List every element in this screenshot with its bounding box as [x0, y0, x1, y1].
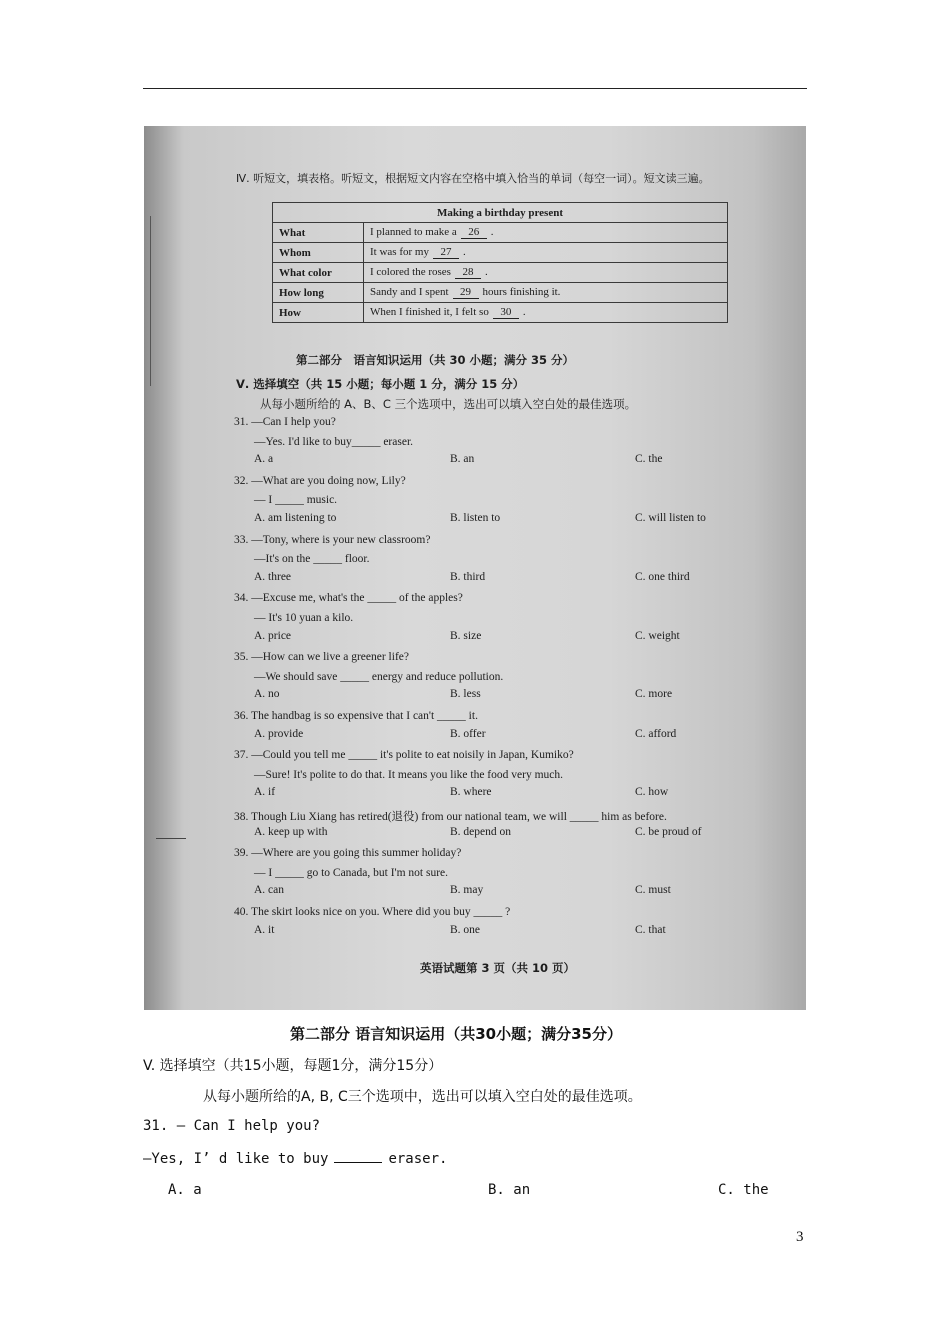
- section-5-instruction: 从每小题所给的 A、B、C 三个选项中，选出可以填入空白处的最佳选项。: [260, 397, 637, 411]
- question-line: 39. —Where are you going this summer holiday?: [234, 847, 462, 860]
- question-option: B. may: [450, 884, 484, 897]
- question-line: 32. —What are you doing now, Lily?: [234, 474, 406, 487]
- photo-page-footer: 英语试题第 3 页（共 10 页）: [420, 961, 576, 975]
- table-row: [273, 263, 728, 283]
- blank-number: 30: [493, 306, 519, 319]
- row-value-after: hours finishing it.: [482, 286, 561, 298]
- row-value-before: I planned to make a: [370, 226, 457, 238]
- q31-line2-after: eraser.: [388, 1151, 448, 1167]
- question-line: 36. The handbag is so expensive that I can't _____ it.: [234, 710, 478, 722]
- row-key: What: [273, 223, 364, 243]
- question-option: B. where: [450, 786, 492, 799]
- question-option: A. three: [254, 570, 292, 583]
- typed-q31-line2: [143, 1150, 447, 1167]
- table-row: [273, 223, 728, 243]
- question-line: 34. —Excuse me, what's the _____ of the apples?: [234, 592, 463, 605]
- question-option: C. more: [635, 688, 673, 701]
- question-option: A. provide: [254, 727, 304, 740]
- question-option: C. one third: [635, 570, 690, 583]
- row-value-after: .: [490, 226, 494, 238]
- question-option: B. one: [450, 923, 481, 936]
- question-option: C. must: [635, 884, 671, 897]
- question-option: C. afford: [635, 727, 677, 740]
- row-value-before: Sandy and I spent: [370, 286, 449, 298]
- question-option: A. it: [254, 923, 275, 936]
- question-option: B. less: [450, 688, 481, 701]
- page-number: 3: [796, 1229, 804, 1245]
- row-value: [364, 223, 728, 243]
- question-option: A. keep up with: [254, 825, 328, 838]
- row-value-before: When I finished it, I felt so: [370, 306, 489, 318]
- question-option: C. that: [635, 923, 666, 936]
- row-key: What color: [273, 263, 364, 283]
- row-value-after: .: [462, 246, 466, 258]
- typed-q31-line1: 31. — Can I help you?: [143, 1118, 321, 1134]
- row-value-after: .: [484, 266, 488, 278]
- question-option: B. depend on: [450, 825, 512, 838]
- question-option: A. if: [254, 786, 276, 799]
- typed-option-c: C. the: [718, 1182, 769, 1198]
- typed-option-b: B. an: [488, 1182, 531, 1198]
- row-value-before: I colored the roses: [370, 266, 451, 278]
- question-option: A. price: [254, 629, 292, 642]
- row-value: [364, 283, 728, 303]
- row-key: How: [273, 303, 364, 323]
- row-value-before: It was for my: [370, 246, 429, 258]
- question-line: 35. —How can we live a greener life?: [234, 651, 409, 664]
- row-value-after: .: [522, 306, 526, 318]
- page-edge-line: [150, 216, 151, 386]
- section-4-instruction: Ⅳ. 听短文，填表格。听短文，根据短文内容在空格中填入恰当的单词（每空一词）。短文读三遍。: [236, 172, 710, 185]
- question-line: 31. —Can I help you?: [234, 416, 336, 428]
- question-option: C. how: [635, 786, 669, 799]
- header-rule: [143, 88, 807, 89]
- scanned-exam-photo: [144, 126, 806, 1010]
- table-row: [273, 283, 728, 303]
- question-line: 37. —Could you tell me _____ it's polite to eat noisily in Japan, Kumiko?: [234, 749, 574, 762]
- birthday-present-table: [272, 202, 728, 323]
- answer-blank: [334, 1150, 382, 1163]
- part-2-title: 第二部分 语言知识运用（共 30 小题；满分 35 分）: [296, 353, 575, 367]
- blank-number: 29: [453, 286, 479, 299]
- question-option: A. can: [254, 884, 285, 897]
- question-option: B. an: [450, 453, 475, 466]
- question-line: —Sure! It's polite to do that. It means you like the food very much.: [254, 768, 563, 781]
- question-line: 38. Though Liu Xiang has retired(退役) from our national team, we will _____ him as before.: [234, 811, 667, 823]
- typed-instruction: 从每小题所给的A, B, C三个选项中，选出可以填入空白处的最佳选项。: [203, 1089, 642, 1105]
- question-option: C. be proud of: [635, 825, 702, 838]
- row-value: [364, 243, 728, 263]
- typed-option-a: A. a: [168, 1182, 202, 1198]
- typed-section-5-title: V. 选择填空（共15小题，每题1分，满分15分）: [143, 1058, 443, 1074]
- question-option: C. will listen to: [635, 512, 706, 524]
- row-key: How long: [273, 283, 364, 303]
- question-option: C. the: [635, 453, 663, 466]
- blank-number: 27: [433, 246, 459, 259]
- question-option: B. third: [450, 570, 486, 583]
- question-line: — It's 10 yuan a kilo.: [254, 612, 354, 624]
- question-option: B. size: [450, 629, 482, 642]
- blank-number: 28: [455, 266, 481, 279]
- question-option: C. weight: [635, 629, 680, 642]
- question-option: B. listen to: [450, 512, 501, 524]
- table-row: [273, 303, 728, 323]
- question-option: A. a: [254, 453, 274, 466]
- question-option: A. am listening to: [254, 512, 337, 524]
- section-5-title: Ⅴ. 选择填空（共 15 小题；每小题 1 分，满分 15 分）: [236, 377, 525, 391]
- question-line: —It's on the _____ floor.: [254, 553, 370, 566]
- row-key: Whom: [273, 243, 364, 263]
- question-line: — I _____ go to Canada, but I'm not sure.: [254, 866, 449, 879]
- question-line: — I _____ music.: [254, 494, 338, 507]
- question-line: 33. —Tony, where is your new classroom?: [234, 533, 431, 546]
- typed-part-2-heading: 第二部分 语言知识运用（共30小题；满分35分）: [290, 1025, 622, 1043]
- question-option: A. no: [254, 688, 280, 701]
- question-option: B. offer: [450, 727, 486, 740]
- question-line: —Yes. I'd like to buy_____ eraser.: [254, 435, 414, 448]
- table-title: Making a birthday present: [273, 203, 728, 223]
- row-value: [364, 263, 728, 283]
- table-row: [273, 243, 728, 263]
- margin-dash: [156, 838, 186, 839]
- blank-number: 26: [461, 226, 487, 239]
- q31-line2-before: —Yes, I’ d like to buy: [143, 1151, 329, 1167]
- row-value: [364, 303, 728, 323]
- question-line: —We should save _____ energy and reduce pollution.: [254, 670, 504, 683]
- question-line: 40. The skirt looks nice on you. Where did you buy _____ ?: [234, 906, 511, 918]
